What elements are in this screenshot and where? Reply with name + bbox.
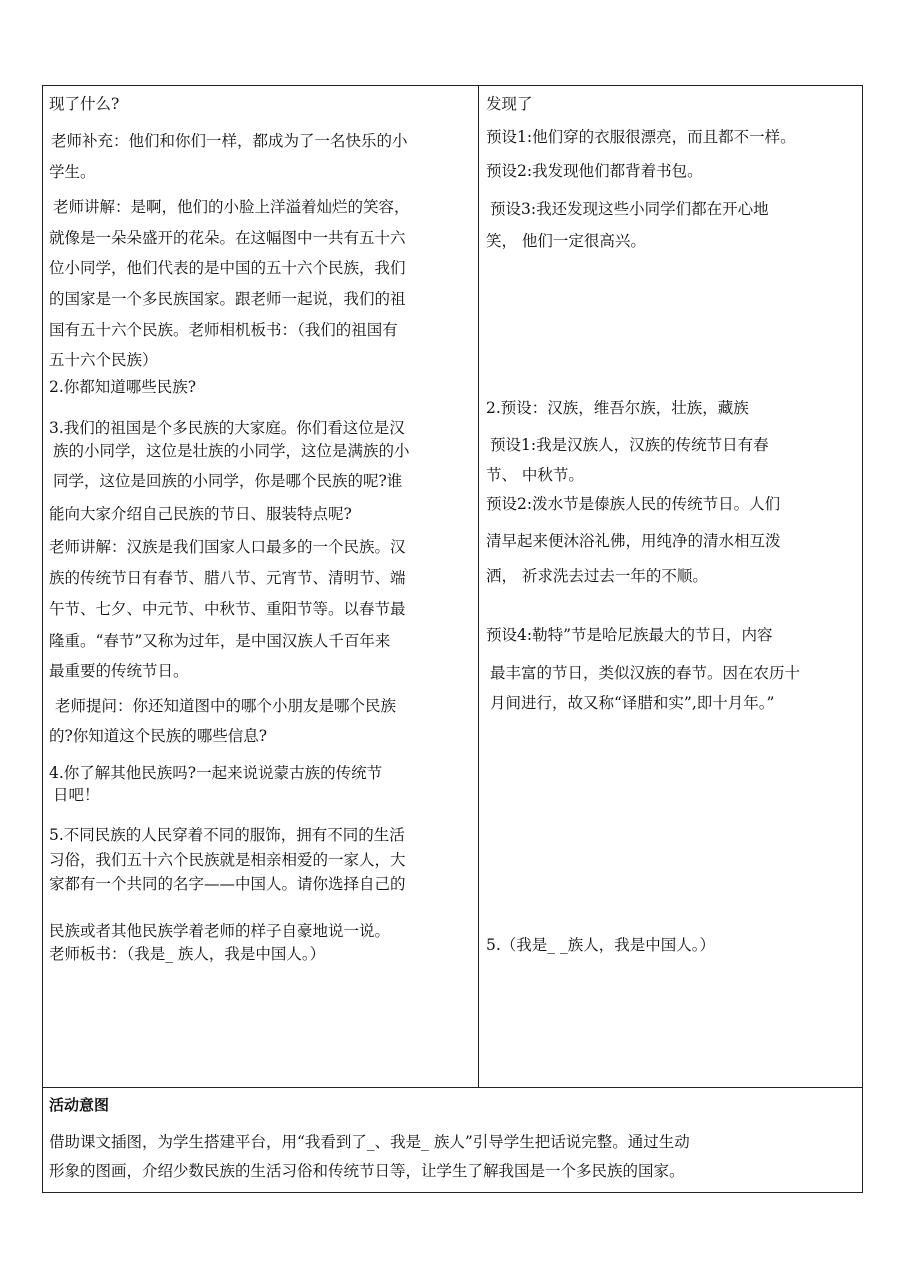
left-line: 日吧！ <box>53 786 100 804</box>
left-line: 隆重。“春节”又称为过年，是中国汉族人千百年来 <box>49 632 391 650</box>
left-line: 老师讲解：是啊，他们的小脸上洋溢着灿烂的笑容， <box>53 198 410 216</box>
right-line: 5.（我是_ _族人，我是中国人。） <box>486 936 715 954</box>
right-line: 笑， 他们一定很高兴。 <box>486 232 646 250</box>
right-line: 月间进行，故又称“译腊和实”,即十月年。” <box>490 694 775 712</box>
left-line: 的?你知道这个民族的哪些信息? <box>49 727 268 745</box>
left-line: 的国家是一个多民族国家。跟老师一起说，我们的祖 <box>49 290 406 308</box>
left-line: 午节、七夕、中元节、中秋节、重阳节等。以春节最 <box>49 600 406 618</box>
left-line: 习俗，我们五十六个民族就是相亲相爱的一家人，大 <box>49 851 406 869</box>
intent-heading: 活动意图 <box>49 1096 110 1114</box>
left-line: 民族或者其他民族学着老师的样子自豪地说一说。 <box>49 922 391 940</box>
right-line: 洒， 祈求洗去过去一年的不顺。 <box>486 567 708 585</box>
right-line: 节、 中秋节。 <box>486 466 584 484</box>
left-line: 老师讲解：汉族是我们国家人口最多的一个民族。汉 <box>49 538 406 556</box>
left-line: 4.你了解其他民族吗?一起来说说蒙古族的传统节 <box>49 764 383 782</box>
right-line: 2.预设：汉族，维吾尔族，壮族，藏族 <box>486 399 749 417</box>
lesson-table <box>42 85 863 1193</box>
left-line: 5.不同民族的人民穿着不同的服饰，拥有不同的生活 <box>49 826 405 844</box>
intent-line: 借助课文插图，为学生搭建平台，用“我看到了_、我是_ 族人”引导学生把话说完整。通过生动 <box>49 1133 690 1151</box>
left-line: 老师补充：他们和你们一样，都成为了一名快乐的小 <box>51 132 408 150</box>
left-line: 同学，这位是回族的小同学，你是哪个民族的呢?谁 <box>53 472 403 490</box>
left-line: 族的小同学，这位是壮族的小同学，这位是满族的小 <box>53 442 410 460</box>
left-line: 老师板书：（我是_ 族人，我是中国人。） <box>49 945 326 963</box>
right-line: 发现了 <box>486 95 533 113</box>
right-line: 预设3:我还发现这些小同学们都在开心地 <box>490 200 769 218</box>
left-line: 五十六个民族） <box>49 351 158 369</box>
right-line: 预设2:泼水节是傣族人民的传统节日。人们 <box>486 495 781 513</box>
row-divider <box>43 1087 862 1088</box>
column-divider <box>478 86 479 1087</box>
right-line: 预设1:他们穿的衣服很漂亮，而且都不一样。 <box>486 128 796 146</box>
left-line: 族的传统节日有春节、腊八节、元宵节、清明节、端 <box>49 569 406 587</box>
left-line: 最重要的传统节日。 <box>49 662 189 680</box>
left-line: 位小同学，他们代表的是中国的五十六个民族，我们 <box>49 259 406 277</box>
left-line: 家都有一个共同的名字——中国人。请你选择自己的 <box>49 875 406 893</box>
right-line: 预设4:勒特”节是哈尼族最大的节日，内容 <box>486 626 773 644</box>
left-line: 2.你都知道哪些民族? <box>49 378 197 396</box>
right-line: 最丰富的节日，类似汉族的春节。因在农历十 <box>490 664 801 682</box>
right-line: 预设1:我是汉族人，汉族的传统节日有春 <box>490 436 769 454</box>
right-line: 预设2:我发现他们都背着书包。 <box>486 162 703 180</box>
left-line: 能向大家介绍自己民族的节日、服装特点呢? <box>49 505 352 523</box>
left-line: 就像是一朵朵盛开的花朵。在这幅图中一共有五十六 <box>49 229 406 247</box>
intent-line: 形象的图画，介绍少数民族的生活习俗和传统节日等，让学生了解我国是一个多民族的国家。 <box>49 1162 685 1180</box>
left-line: 现了什么? <box>49 95 120 113</box>
left-line: 国有五十六个民族。老师相机板书：（我们的祖国有 <box>49 321 398 339</box>
left-line: 老师提问：你还知道图中的哪个小朋友是哪个民族 <box>55 697 397 715</box>
left-line: 3.我们的祖国是个多民族的大家庭。你们看这位是汉 <box>49 419 405 437</box>
right-line: 清早起来便沐浴礼佛，用纯净的清水相互泼 <box>486 532 781 550</box>
left-line: 学生。 <box>49 163 96 181</box>
